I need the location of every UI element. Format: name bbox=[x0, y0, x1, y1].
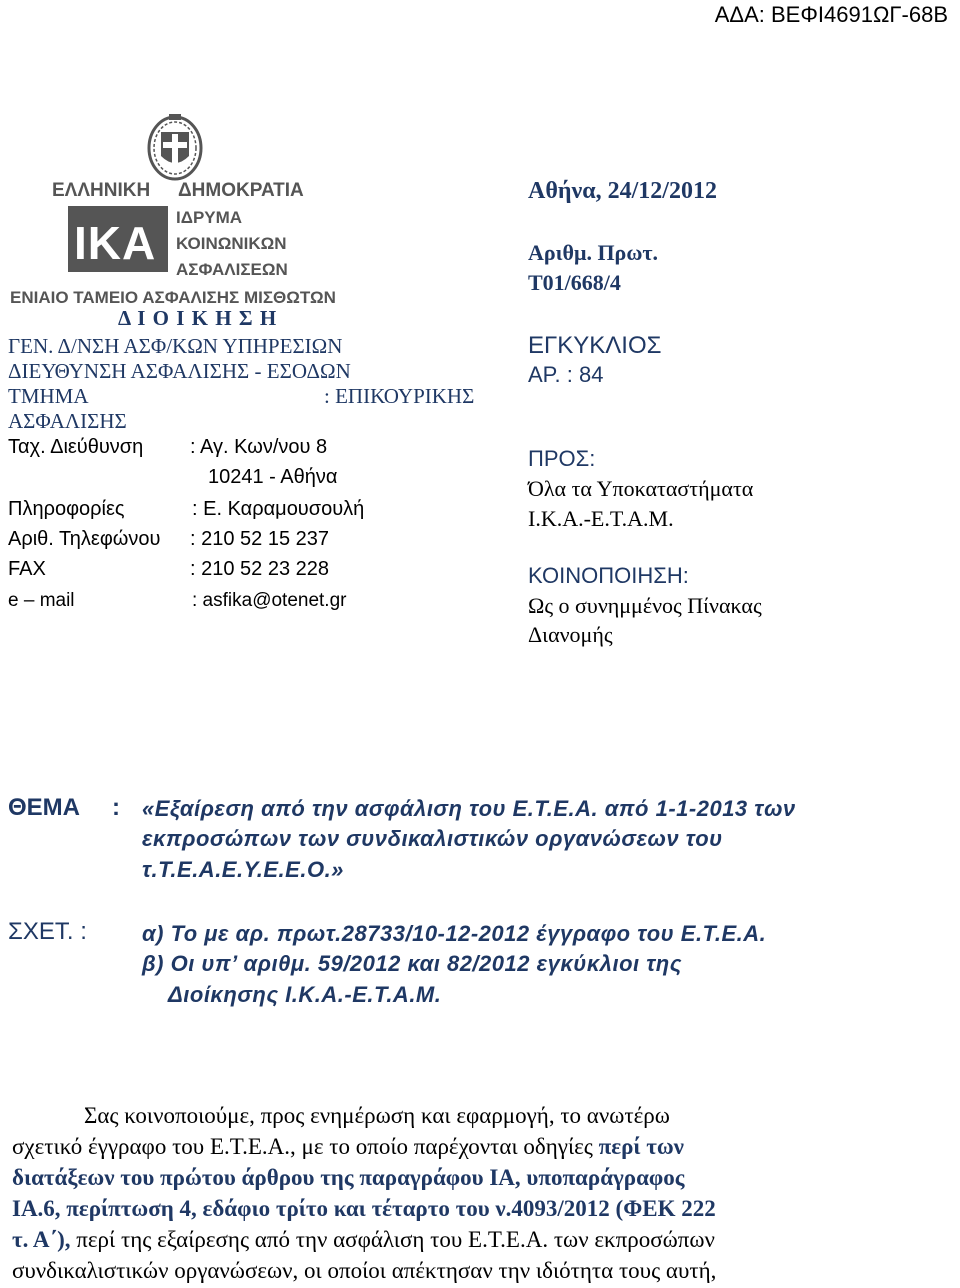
ika-logo bbox=[10, 112, 355, 308]
logo-text-ellinik: ΕΛΛΗΝΙΚΗ bbox=[52, 180, 151, 201]
document-date: Αθήνα, 24/12/2012 bbox=[528, 178, 717, 204]
subject-colon: : bbox=[112, 794, 120, 821]
logo-text-asfaliseon: ΑΣΦΑΛΙΣΕΩΝ bbox=[176, 260, 288, 279]
body-line-5-highlight: τ. Α΄), bbox=[12, 1227, 71, 1252]
body-line-4: ΙΑ.6, περίπτωση 4, εδάφιο τρίτο και τέταρτο του ν.4093/2012 (ΦΕΚ 222 bbox=[12, 1196, 716, 1221]
email-label: e – mail bbox=[8, 590, 75, 611]
coat-of-arms-icon bbox=[145, 112, 205, 182]
logo-text-idryma: ΙΔΡΥΜΑ bbox=[176, 208, 243, 227]
circular-label: ΕΓΚΥΚΛΙΟΣ bbox=[528, 332, 662, 359]
recipient-value: Όλα τα Υποκαταστήματα bbox=[528, 476, 754, 501]
department-value: : ΕΠΙΚΟΥΡΙΚΗΣ bbox=[324, 384, 475, 408]
info-label: Πληροφορίες bbox=[8, 498, 125, 520]
cc-label: ΚΟΙΝΟΠΟΙΗΣΗ: bbox=[528, 563, 689, 588]
cc-value-2: Διανομής bbox=[528, 622, 613, 647]
dioikisi-heading: Δ Ι Ο Ι Κ Η Σ Η bbox=[118, 306, 278, 330]
subject-line-2: εκπροσώπων των συνδικαλιστικών οργανώσεων του bbox=[142, 826, 723, 851]
cc-value: Ως ο συνημμένος Πίνακας bbox=[528, 593, 762, 618]
body-line-2-text: σχετικό έγγραφο του Ε.Τ.Ε.Α., με το οποίο παρέχονται οδηγίες bbox=[12, 1134, 599, 1159]
phone-label: Αριθ. Τηλεφώνου bbox=[8, 528, 161, 550]
protocol-label: Αριθμ. Πρωτ. bbox=[528, 240, 659, 265]
logo-text-koinonikon: ΚΟΙΝΩΝΙΚΩΝ bbox=[176, 234, 287, 253]
body-line-6: συνδικαλιστικών οργανώσεων, οι οποίοι απέκτησαν την ιδιότητα τους αυτή, bbox=[12, 1258, 717, 1283]
related-line-2: β) Οι υπ’ αριθμ. 59/2012 και 82/2012 εγκύκλιοι της bbox=[142, 951, 682, 976]
related-line-3: Διοίκησης Ι.Κ.Α.-Ε.Τ.Α.Μ. bbox=[168, 982, 442, 1007]
body-line-2 bbox=[12, 1131, 842, 1162]
gen-directorate: ΓΕΝ. Δ/ΝΣΗ ΑΣΦ/ΚΩΝ ΥΠΗΡΕΣΙΩΝ bbox=[8, 334, 343, 358]
subject-label: ΘΕΜΑ bbox=[8, 794, 80, 821]
recipient-value-2: Ι.Κ.Α.-Ε.Τ.Α.Μ. bbox=[528, 506, 674, 531]
address-label: Ταχ. Διεύθυνση bbox=[8, 436, 144, 458]
body-line-5 bbox=[12, 1224, 842, 1255]
subject-line-3: τ.Τ.Ε.Α.Ε.Υ.Ε.Ε.Ο.» bbox=[142, 857, 344, 882]
fax-label: FAX bbox=[8, 558, 46, 580]
address-value: : Αγ. Κων/νου 8 bbox=[190, 436, 328, 458]
department-label: ΤΜΗΜΑ bbox=[8, 384, 89, 408]
phone-value: : 210 52 15 237 bbox=[190, 528, 330, 550]
related-label: ΣΧΕΤ. : bbox=[8, 918, 87, 945]
related-line-1: α) Το με αρ. πρωτ.28733/10-12-2012 έγγραφο του Ε.Τ.Ε.Α. bbox=[142, 921, 767, 946]
ika-letters: IKA bbox=[74, 217, 157, 269]
body-line-2-highlight: περί των bbox=[598, 1134, 684, 1159]
logo-text-etam: ΕΝΙΑΙΟ ΤΑΜΕΙΟ ΑΣΦΑΛΙΣΗΣ ΜΙΣΘΩΤΩΝ bbox=[10, 288, 336, 307]
logo-text-dimokratia: ΔΗΜΟΚΡΑΤΙΑ bbox=[178, 180, 304, 201]
protocol-number: Τ01/668/4 bbox=[528, 270, 621, 295]
subject-line-1: «Εξαίρεση από την ασφάλιση του Ε.Τ.Ε.Α. από 1-1-2013 των bbox=[142, 796, 796, 821]
recipient-label: ΠΡΟΣ: bbox=[528, 446, 596, 471]
directorate: ΔΙΕΥΘΥΝΣΗ ΑΣΦΑΛΙΣΗΣ - ΕΣΟΔΩΝ bbox=[8, 359, 351, 383]
body-line-3: διατάξεων του πρώτου άρθρου της παραγράφου ΙΑ, υποπαράγραφος bbox=[12, 1165, 685, 1190]
circular-number: ΑΡ. : 84 bbox=[528, 362, 604, 387]
fax-value: : 210 52 23 228 bbox=[190, 558, 330, 580]
address-value-2: 10241 - Αθήνα bbox=[208, 466, 338, 488]
department-value-2: ΑΣΦΑΛΙΣΗΣ bbox=[8, 409, 127, 433]
ada-code: ΑΔΑ: ΒΕΦΙ4691ΩΓ-68Β bbox=[714, 2, 948, 27]
body-line-1: Σας κοινοποιούμε, προς ενημέρωση και εφαρμογή, το ανωτέρω bbox=[84, 1103, 670, 1128]
info-value: : Ε. Καραμουσουλή bbox=[192, 498, 365, 520]
email-value: : asfika@otenet.gr bbox=[192, 590, 347, 611]
body-line-5-text: περί της εξαίρεσης από την ασφάλιση του Ε.Τ.Ε.Α. των εκπροσώπων bbox=[70, 1227, 715, 1252]
